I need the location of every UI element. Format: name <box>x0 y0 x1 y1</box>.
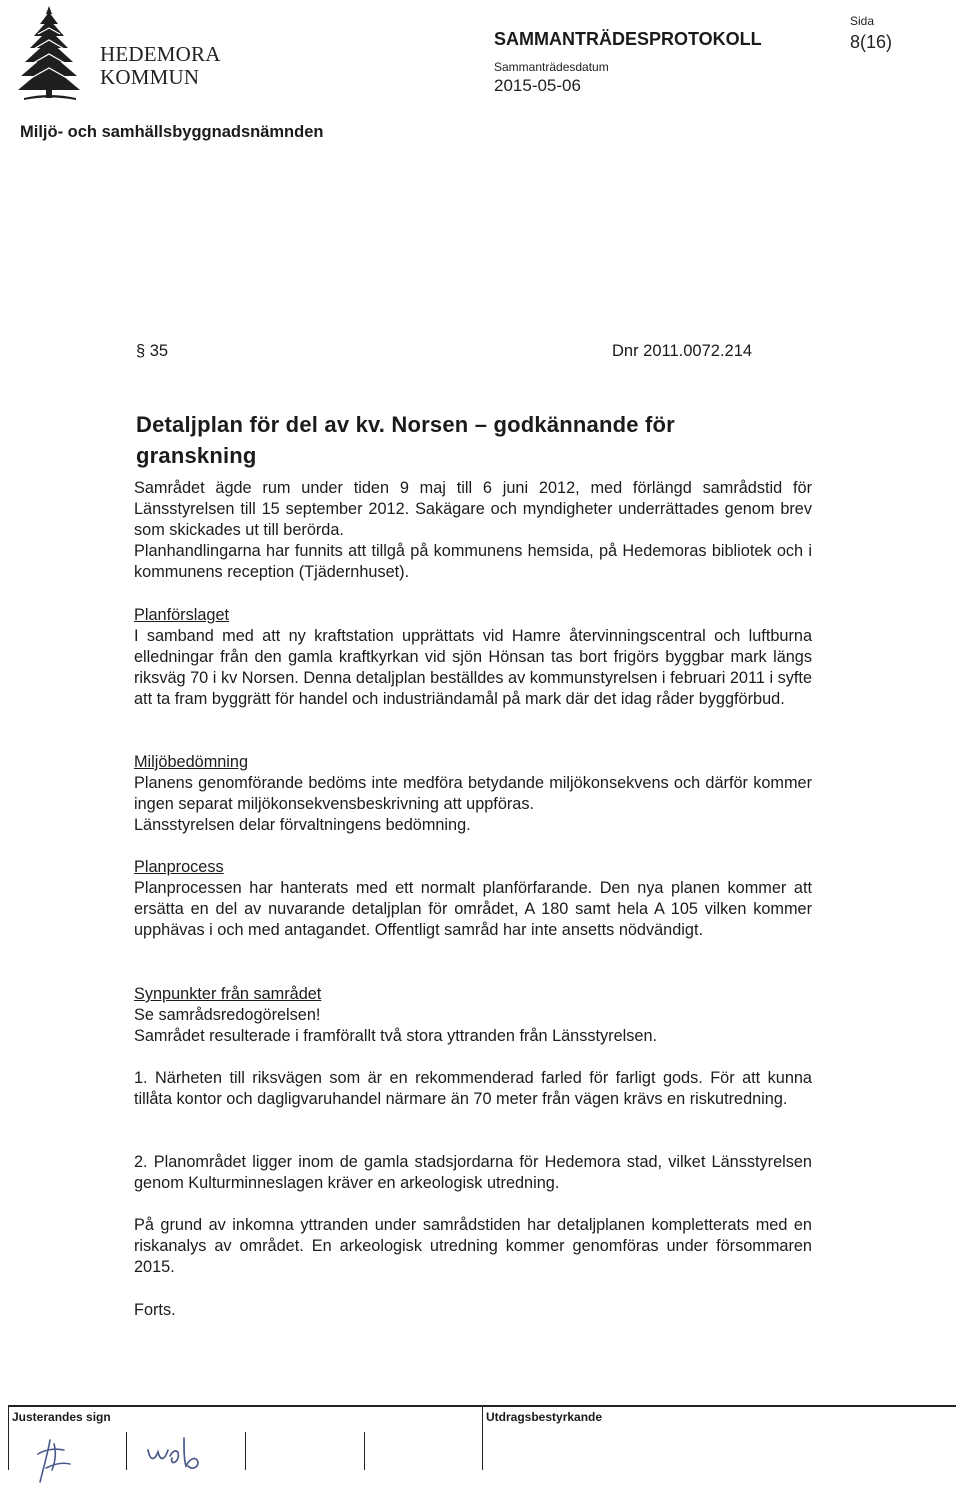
logo-line-1: HEDEMORA <box>100 42 221 66</box>
section-heading: Miljöbedömning <box>134 753 249 771</box>
handwritten-signature-1 <box>20 1420 110 1486</box>
section-planforslaget <box>134 605 812 710</box>
signature-divider <box>364 1432 365 1470</box>
paragraph-number: § 35 <box>136 342 169 360</box>
conclusion-text: På grund av inkomna yttranden under samrådstiden har detaljplanen kompletterats med en riskanalys av området. En arkeologisk utredning kommer genomföras under försommaren 2015. <box>134 1216 812 1276</box>
logo-line-2: KOMMUN <box>100 65 200 89</box>
case-title: Detaljplan för del av kv. Norsen – godkännande för granskning <box>136 412 675 468</box>
municipality-logo <box>18 4 221 104</box>
section-heading: Planprocess <box>134 858 224 876</box>
section-text-2: Länsstyrelsen delar förvaltningens bedömning. <box>134 816 471 834</box>
meeting-date: 2015-05-06 <box>494 76 581 95</box>
signature-label: Justerandes sign <box>12 1410 111 1424</box>
numbered-point: 1. Närheten till riksvägen som är en rekommenderad farled för farligt gods. För att kunna tillåta kontor och dagligvaruhandel närmare än 70 meter från vägen krävs en riskutredning. <box>134 1069 812 1108</box>
section-synpunkter <box>134 984 812 1047</box>
continued-note <box>134 1300 812 1321</box>
intro-section <box>134 478 812 583</box>
section-text: I samband med att ny kraftstation upprättats vid Hamre återvinningscentral och luftburna elledningar från den gamla kraftkyrkan vid sjön Hönsan tas bort frigörs byggbar mark längs riksväg 70 i kv Norsen. Denna detaljplan beställdes av kommunstyrelsen i februari 2011 i syfte att ta fram byggrätt för handel och industriändamål på mark där det idag råder byggförbud. <box>134 627 812 708</box>
committee-name: Miljö- och samhällsbyggnadsnämnden <box>20 123 324 141</box>
section-heading: Planförslaget <box>134 606 230 624</box>
extract-label: Utdragsbestyrkande <box>486 1410 603 1424</box>
document-type: SAMMANTRÄDESPROTOKOLL <box>494 29 762 49</box>
section-heading: Synpunkter från samrådet <box>134 985 322 1003</box>
section-text: Planprocessen har hanterats med ett normalt planförfarande. Den nya planen kommer att ersätta en del av nuvarande detaljplan för området, A 180 samt hela A 105 vilken kommer upphävas i och med antagandet. Offentligt samråd har inte ansetts nödvändigt. <box>134 879 812 939</box>
spruce-tree-icon <box>18 4 80 102</box>
point-1 <box>134 1068 812 1110</box>
intro-paragraph-2: Planhandlingarna har funnits att tillgå på kommunens hemsida, på Hedemoras bibliotek och i kommunens reception (Tjädernhuset). <box>134 542 812 581</box>
numbered-point: 2. Planområdet ligger inom de gamla stadsjordarna för Hedemora stad, vilket Länsstyrelsen genom Kulturminneslagen kräver en arkeologisk utredning. <box>134 1153 812 1192</box>
section-text: Se samrådsredogörelsen! <box>134 1006 321 1024</box>
page-number: 8(16) <box>850 32 893 52</box>
continued-text: Forts. <box>134 1301 176 1319</box>
section-miljobedomning <box>134 752 812 836</box>
signature-divider <box>126 1432 127 1470</box>
point-2 <box>134 1152 812 1194</box>
handwritten-signature-2 <box>140 1430 230 1474</box>
meeting-date-label: Sammanträdesdatum <box>494 60 609 74</box>
section-text: Planens genomförande bedöms inte medföra betydande miljökonsekvens och därför kommer ingen separat miljökonsekvensbeskrivning att uppföras. <box>134 774 812 813</box>
section-text-2: Samrådet resulterade i framförallt två stora yttranden från Länsstyrelsen. <box>134 1027 658 1045</box>
diary-number: Dnr 2011.0072.214 <box>612 342 753 360</box>
section-planprocess <box>134 857 812 941</box>
page-label: Sida <box>850 14 875 28</box>
signature-divider <box>245 1432 246 1470</box>
conclusion <box>134 1215 812 1278</box>
intro-paragraph-1: Samrådet ägde rum under tiden 9 maj till 6 juni 2012, med förlängd samrådstid för Länsstyrelsen till 15 september 2012. Sakägare och myndigheter underrättades genom brev som skickades ut till berörda. <box>134 479 812 539</box>
